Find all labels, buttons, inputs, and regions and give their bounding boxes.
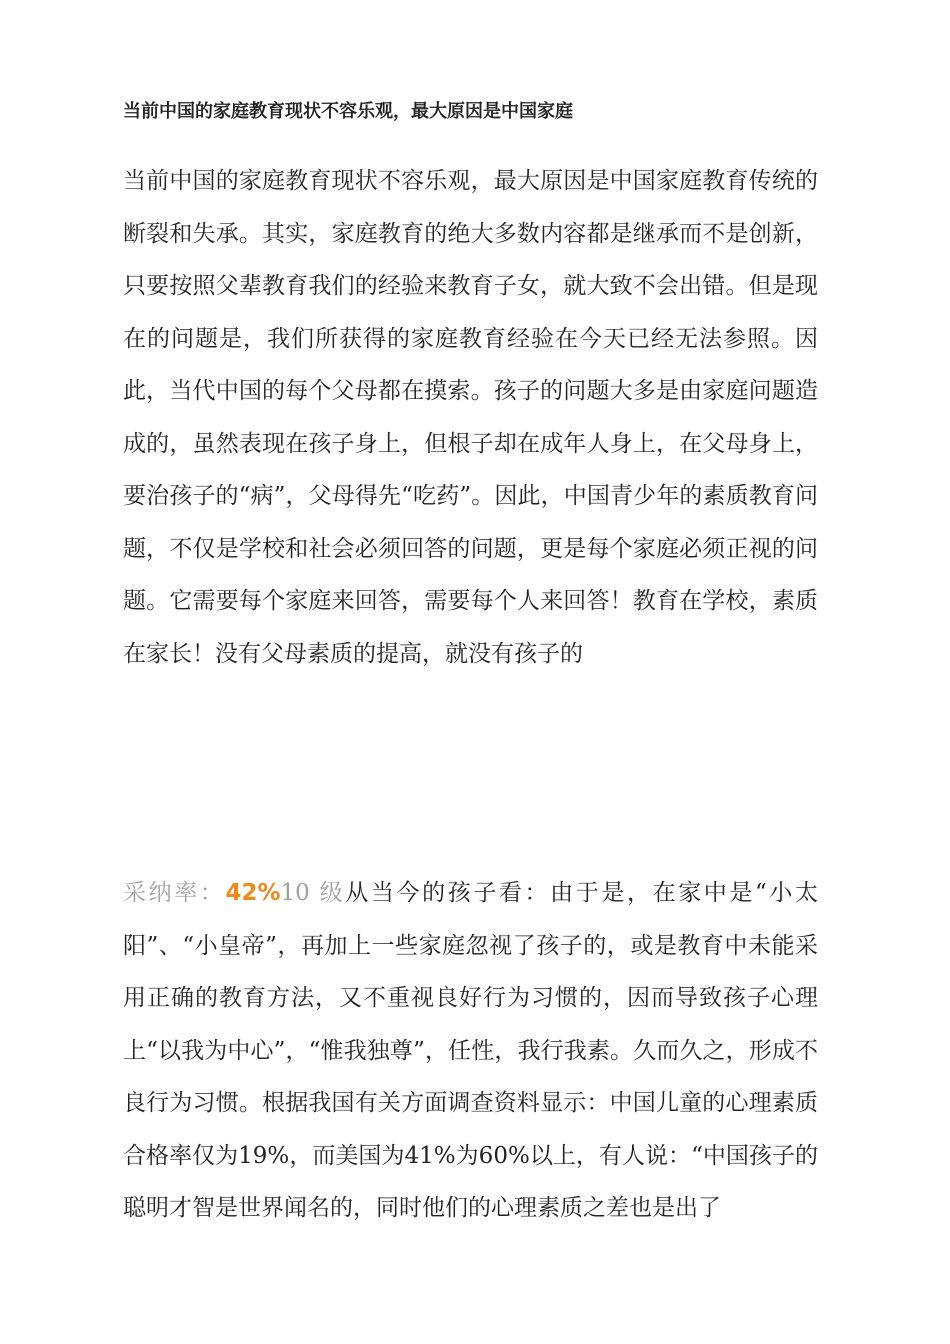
adoption-rate-value: 42%	[225, 880, 281, 906]
user-level: 10 级	[280, 880, 346, 906]
answer-paragraph	[123, 867, 818, 1235]
adoption-rate-label: 采纳率：	[123, 880, 226, 906]
answer-text: 从当今的孩子看：由于是，在家中是“小太阳”、“小皇帝”，再加上一些家庭忽视了孩子的，或是教育中未能采用正确的教育方法，又不重视良好行为习惯的，因而导致孩子心理上“以我为中心”，“惟我独尊”，任性，我行我素。久而久之，形成不良行为习惯。根据我国有关方面调查资料显示：中国儿童的心理素质合格率仅为19%，而美国为41%为60%以上，有人说：“中国孩子的聪明才智是世界闻名的，同时他们的心理素质之差也是出了	[123, 880, 819, 1221]
body-paragraph: 当前中国的家庭教育现状不容乐观，最大原因是中国家庭教育传统的断裂和失承。其实，家庭教育的绝大多数内容都是继承而不是创新，只要按照父辈教育我们的经验来教育子女，就大致不会出错。但是现在的问题是，我们所获得的家庭教育经验在今天已经无法参照。因此，当代中国的每个父母都在摸索。孩子的问题大多是由家庭问题造成的，虽然表现在孩子身上，但根子却在成年人身上，在父母身上，要治孩子的“病”，父母得先“吃药”。因此，中国青少年的素质教育问题，不仅是学校和社会必须回答的问题，更是每个家庭必须正视的问题。它需要每个家庭来回答，需要每个人来回答！教育在学校，素质在家长！没有父母素质的提高，就没有孩子的	[123, 168, 818, 667]
document-title: 当前中国的家庭教育现状不容乐观，最大原因是中国家庭	[123, 101, 573, 122]
